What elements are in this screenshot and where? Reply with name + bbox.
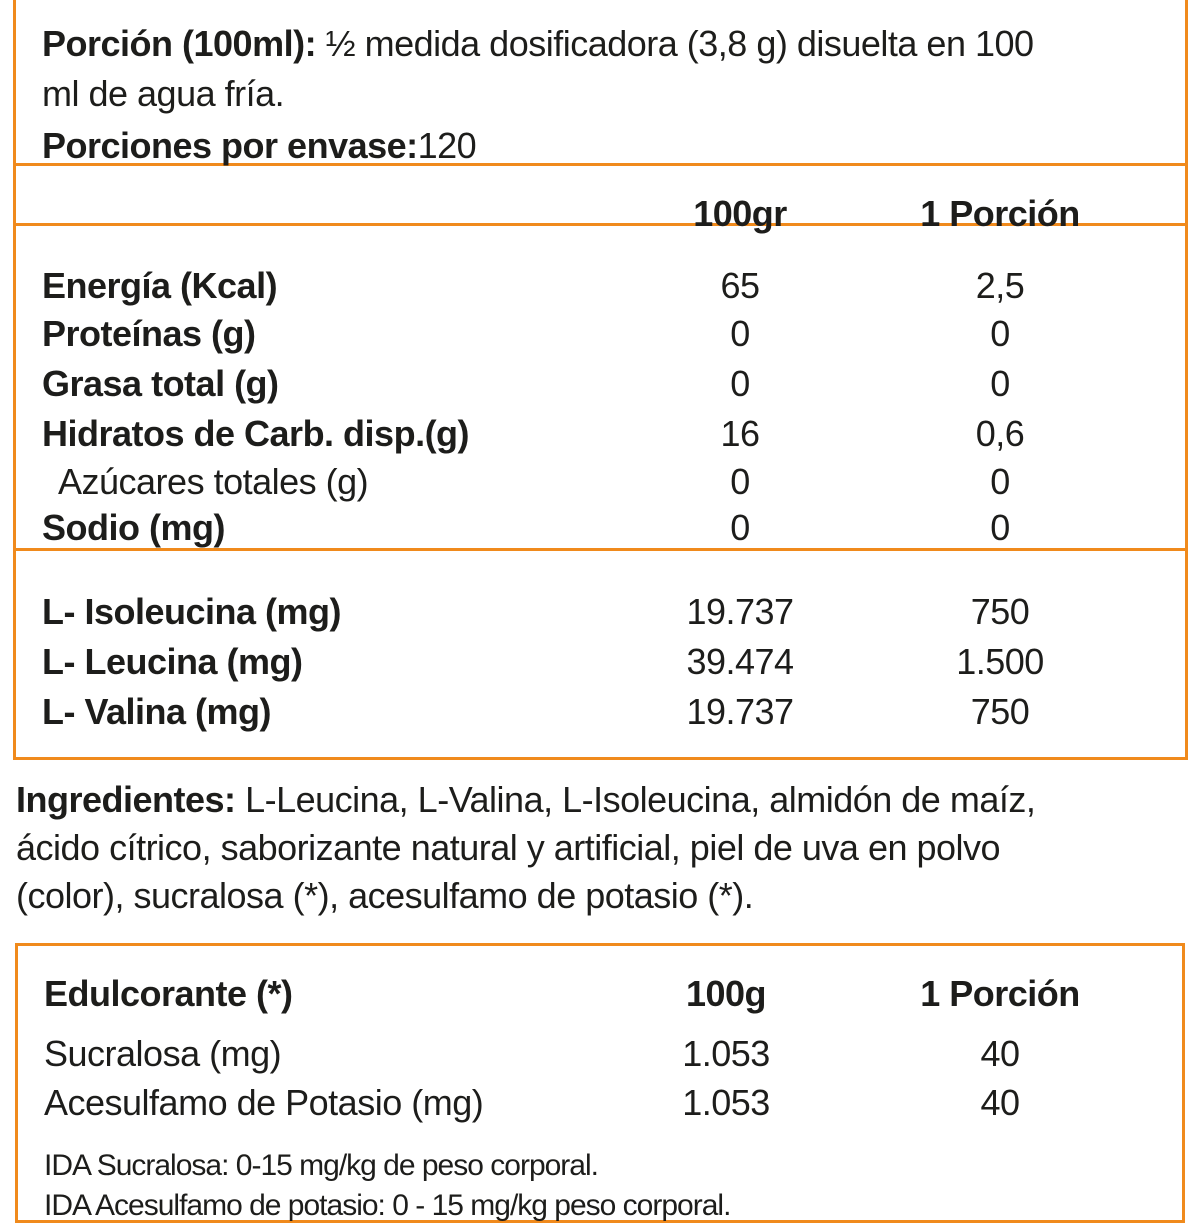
row-perportion: 0 <box>990 313 1010 354</box>
row-per100: 16 <box>720 413 760 454</box>
ingredients-text-3: (color), sucralosa (*), acesulfamo de potasio (*). <box>16 875 754 916</box>
row-per100: 19.737 <box>686 591 794 632</box>
portion-line <box>42 24 1034 64</box>
ingredients-text-2: ácido cítrico, saborizante natural y artificial, piel de uva en polvo <box>16 827 1001 868</box>
row-label: Sodio (mg) <box>42 507 225 548</box>
header-1-porcion: 1 Porción <box>920 193 1080 234</box>
row-per100: 39.474 <box>686 641 794 682</box>
sweetener-row-per100: 1.053 <box>682 1082 770 1123</box>
ingredients-line1 <box>16 780 1035 820</box>
sweetener-row-per100: 1.053 <box>682 1033 770 1074</box>
row-perportion: 0 <box>990 507 1010 548</box>
row-per100: 0 <box>730 363 750 404</box>
ida-note: IDA Acesulfamo de potasio: 0 - 15 mg/kg peso corporal. <box>44 1189 731 1222</box>
ingredients-text-1: L-Leucina, L-Valina, L-Isoleucina, almidón de maíz, <box>245 779 1036 820</box>
row-label: Hidratos de Carb. disp.(g) <box>42 413 470 454</box>
sweetener-header-1-porcion: 1 Porción <box>920 973 1080 1014</box>
row-label: Azúcares totales (g) <box>58 461 369 502</box>
portion-text: ½ medida dosificadora (3,8 g) disuelta en 100 <box>325 23 1034 64</box>
portion-label: Porción (100ml): <box>42 23 317 64</box>
row-per100: 19.737 <box>686 691 794 732</box>
servings-line <box>42 126 476 166</box>
row-perportion: 0 <box>990 363 1010 404</box>
header-100gr: 100gr <box>693 193 787 234</box>
row-label: Proteínas (g) <box>42 313 256 354</box>
row-perportion: 750 <box>970 691 1030 732</box>
row-label: L- Isoleucina (mg) <box>42 591 342 632</box>
servings-value: 120 <box>417 125 477 166</box>
sweetener-header: Edulcorante (*) <box>44 973 293 1014</box>
sweetener-header-100g: 100g <box>685 973 767 1014</box>
row-per100: 0 <box>730 461 750 502</box>
row-per100: 0 <box>730 507 750 548</box>
row-per100: 65 <box>720 265 760 306</box>
row-label: Energía (Kcal) <box>42 265 278 306</box>
row-perportion: 1.500 <box>956 641 1044 682</box>
portion-text-line2: ml de agua fría. <box>42 73 285 114</box>
row-perportion: 750 <box>970 591 1030 632</box>
row-perportion: 0,6 <box>975 413 1025 454</box>
sweetener-row-label: Acesulfamo de Potasio (mg) <box>44 1082 484 1123</box>
row-label: L- Valina (mg) <box>42 691 272 732</box>
row-perportion: 2,5 <box>975 265 1025 306</box>
sweetener-row-perportion: 40 <box>980 1033 1020 1074</box>
servings-label: Porciones por envase: <box>42 125 418 166</box>
sweetener-row-perportion: 40 <box>980 1082 1020 1123</box>
sweetener-row-label: Sucralosa (mg) <box>44 1033 282 1074</box>
ida-note: IDA Sucralosa: 0-15 mg/kg de peso corporal. <box>44 1149 598 1182</box>
ingredients-label: Ingredientes: <box>16 779 236 820</box>
row-per100: 0 <box>730 313 750 354</box>
divider <box>16 548 1185 551</box>
row-label: Grasa total (g) <box>42 363 279 404</box>
row-perportion: 0 <box>990 461 1010 502</box>
row-label: L- Leucina (mg) <box>42 641 303 682</box>
